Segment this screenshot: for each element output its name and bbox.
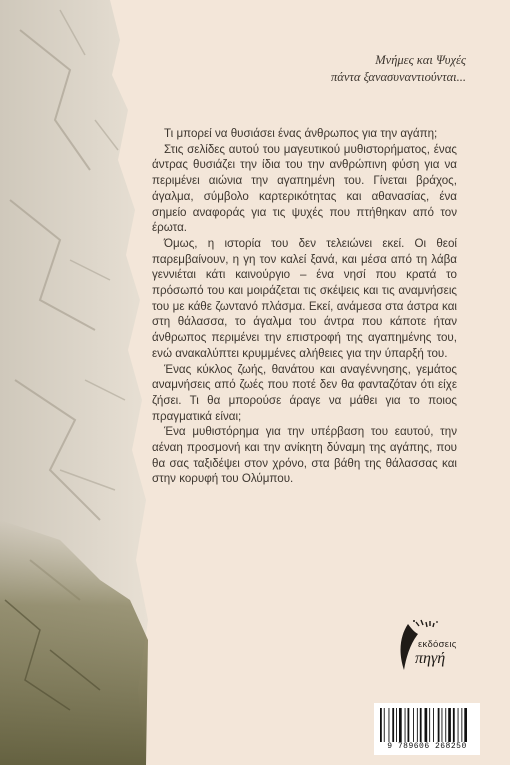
isbn-number: 9 789606 268250 bbox=[387, 742, 467, 751]
barcode-bar bbox=[396, 708, 397, 742]
barcode-bar bbox=[453, 708, 455, 742]
publisher-label: εκδόσεις bbox=[418, 639, 457, 650]
barcode-bar bbox=[461, 708, 462, 742]
blurb-paragraph: Τι μπορεί να θυσιάσει ένας άνθρωπος για την αγάπη; bbox=[164, 127, 438, 140]
barcode-bars bbox=[380, 708, 474, 742]
barcode-bar bbox=[392, 708, 394, 742]
blurb-paragraph: Στις σελίδες αυτού του μαγευτικού μυθιστορήματος, ένας άντρας θυσιάζει την ίδια του την ανθρώπινη φύση για να περιμένει αιώνια την αγαπημένη του. Γίνεται βράχος, άγαλμα, σύμβολο καρτερικότητας και αθανασίας, ένα σημείο αναφοράς για τις ψυχές που πτήθηκαν από τον έρωτα. bbox=[152, 142, 457, 235]
isbn-barcode bbox=[374, 703, 480, 755]
barcode-bar bbox=[420, 708, 422, 742]
barcode-bar bbox=[448, 708, 451, 742]
blurb-paragraph: Όμως, η ιστορία του δεν τελειώνει εκεί. Οι θεοί παρεμβαίνουν, η γη τον καλεί ξανά, και μέσα από τη λάβα γεννιέται κάτι καινούργιο – ένα νησί που κρατά το πρόσωπό του και μοιράζεται τις σκέψεις και τις αναμνήσεις του με κάθε ζωντανό πλάσμα. Εκεί, ανάμεσα στα άστρα και στη θάλασσα, το άγαλμα του άντρα που κάποτε ήταν άνθρωπος περιμένει την επιστροφή της αγαπημένης του, ενώ ανακαλύπτει κρυμμένες αλήθειες για την ύπαρξή του. bbox=[152, 236, 457, 360]
barcode-bar bbox=[438, 708, 440, 742]
barcode-bar bbox=[458, 708, 459, 742]
barcode-bar bbox=[433, 708, 434, 742]
barcode-bar bbox=[464, 708, 467, 742]
barcode-bar bbox=[442, 708, 443, 742]
barcode-bar bbox=[384, 708, 385, 742]
tagline-line-2: πάντα ξανασυναντιούνται... bbox=[331, 70, 466, 84]
tagline-line-1: Μνήμες και Ψυχές bbox=[375, 53, 466, 67]
barcode-bar bbox=[429, 708, 430, 742]
blurb-paragraph: Ένα μυθιστόρημα για την υπέρβαση του εαυτού, την αέναη προσμονή και την ανίκητη δύναμη της αγάπης, που θα σας ταξιδέψει στον χρόνο, στα βάθη της θάλασσας και στην κορυφή του Ολύμπου. bbox=[152, 425, 457, 486]
barcode-bar bbox=[405, 708, 406, 742]
barcode-bar bbox=[425, 708, 428, 742]
barcode-bar bbox=[380, 708, 382, 742]
blurb-paragraph: Ένας κύκλος ζωής, θανάτου και αναγέννησης, γεμάτος αναμνήσεις από ζωές που ποτέ δεν θα φανταζόταν ότι είχε ζήσει. Τι θα μπορούσε άραγε να μάθει για το ποιος πραγματικά είναι; bbox=[152, 362, 457, 423]
barcode-bar bbox=[417, 708, 418, 742]
barcode-bar bbox=[445, 708, 446, 742]
publisher-name: πηγή bbox=[415, 650, 446, 667]
barcode-bar bbox=[408, 708, 410, 742]
tagline bbox=[186, 52, 466, 86]
barcode-bar bbox=[413, 708, 414, 742]
barcode-bar bbox=[389, 708, 390, 742]
barcode-bar bbox=[399, 708, 402, 742]
blurb bbox=[152, 126, 457, 487]
